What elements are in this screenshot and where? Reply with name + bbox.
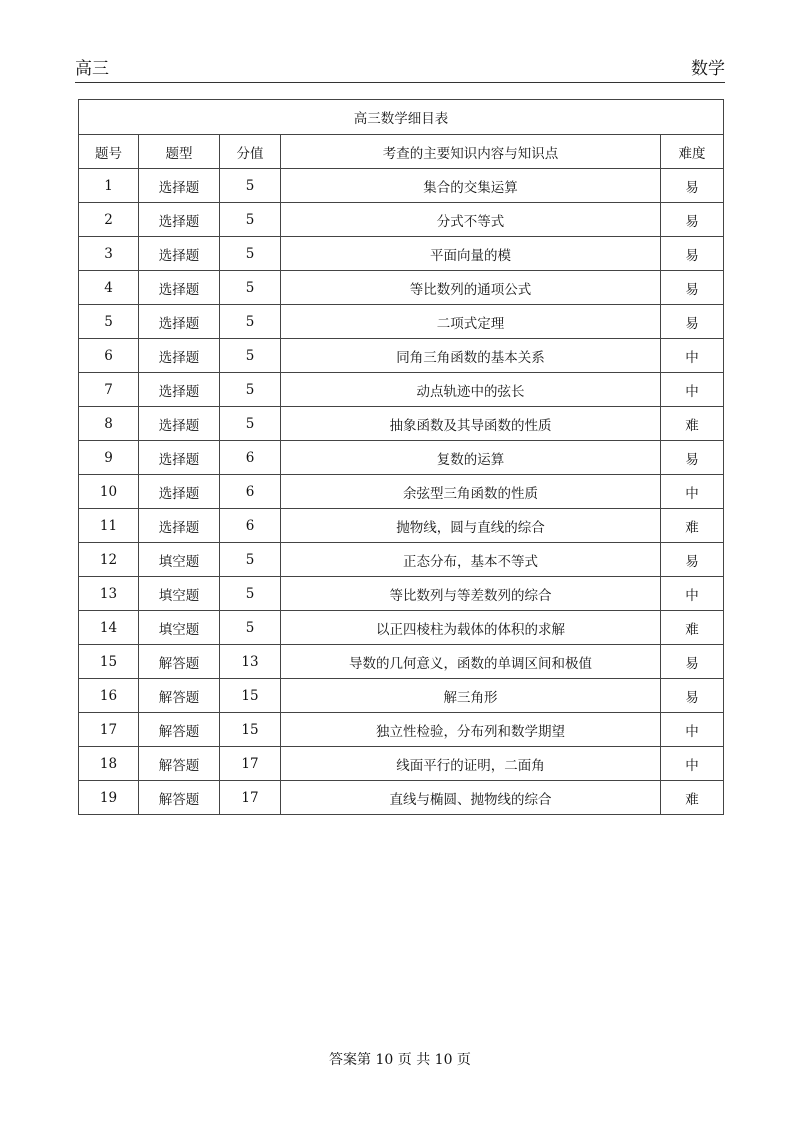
cell-difficulty: 难 <box>661 781 724 815</box>
cell-content: 分式不等式 <box>281 203 661 237</box>
cell-difficulty: 中 <box>661 713 724 747</box>
table-row <box>79 679 724 713</box>
cell-content: 导数的几何意义，函数的单调区间和极值 <box>281 645 661 679</box>
cell-number: 6 <box>79 339 139 373</box>
cell-score: 6 <box>220 475 281 509</box>
cell-score: 5 <box>220 373 281 407</box>
cell-type: 填空题 <box>139 611 220 645</box>
cell-number: 10 <box>79 475 139 509</box>
table-row <box>79 373 724 407</box>
cell-score: 15 <box>220 679 281 713</box>
table-title-row <box>79 100 724 135</box>
page-footer: 答案第 10 页 共 10 页 <box>329 1052 471 1068</box>
cell-score: 5 <box>220 407 281 441</box>
cell-number: 14 <box>79 611 139 645</box>
cell-content: 余弦型三角函数的性质 <box>281 475 661 509</box>
cell-number: 13 <box>79 577 139 611</box>
cell-content: 平面向量的模 <box>281 237 661 271</box>
table-row <box>79 305 724 339</box>
cell-content: 同角三角函数的基本关系 <box>281 339 661 373</box>
cell-score: 5 <box>220 237 281 271</box>
cell-score: 17 <box>220 781 281 815</box>
cell-difficulty: 易 <box>661 237 724 271</box>
cell-difficulty: 易 <box>661 203 724 237</box>
cell-content: 集合的交集运算 <box>281 169 661 203</box>
cell-number: 15 <box>79 645 139 679</box>
cell-number: 3 <box>79 237 139 271</box>
header-subject: 数学 <box>691 59 725 79</box>
cell-score: 5 <box>220 577 281 611</box>
table-row <box>79 577 724 611</box>
cell-content: 独立性检验，分布列和数学期望 <box>281 713 661 747</box>
cell-type: 选择题 <box>139 441 220 475</box>
table-header-row <box>79 135 724 169</box>
table-title: 高三数学细目表 <box>79 100 724 135</box>
cell-score: 6 <box>220 509 281 543</box>
cell-difficulty: 易 <box>661 169 724 203</box>
table-row <box>79 475 724 509</box>
cell-number: 7 <box>79 373 139 407</box>
cell-difficulty: 难 <box>661 407 724 441</box>
cell-score: 13 <box>220 645 281 679</box>
cell-difficulty: 易 <box>661 543 724 577</box>
cell-number: 12 <box>79 543 139 577</box>
cell-difficulty: 中 <box>661 339 724 373</box>
cell-type: 解答题 <box>139 713 220 747</box>
cell-content: 解三角形 <box>281 679 661 713</box>
table-row <box>79 713 724 747</box>
table-row <box>79 543 724 577</box>
cell-type: 选择题 <box>139 339 220 373</box>
page-header <box>75 56 725 83</box>
cell-score: 5 <box>220 305 281 339</box>
table-row <box>79 339 724 373</box>
column-header-difficulty: 难度 <box>661 135 724 169</box>
cell-number: 1 <box>79 169 139 203</box>
cell-type: 解答题 <box>139 781 220 815</box>
cell-type: 选择题 <box>139 271 220 305</box>
cell-type: 选择题 <box>139 203 220 237</box>
cell-score: 15 <box>220 713 281 747</box>
table-row <box>79 747 724 781</box>
table-row <box>79 645 724 679</box>
cell-type: 选择题 <box>139 475 220 509</box>
header-grade: 高三 <box>75 59 109 79</box>
cell-number: 16 <box>79 679 139 713</box>
cell-number: 19 <box>79 781 139 815</box>
table-row <box>79 169 724 203</box>
table-row <box>79 781 724 815</box>
cell-difficulty: 中 <box>661 577 724 611</box>
cell-content: 以正四棱柱为载体的体积的求解 <box>281 611 661 645</box>
cell-difficulty: 易 <box>661 645 724 679</box>
cell-difficulty: 难 <box>661 611 724 645</box>
cell-difficulty: 中 <box>661 373 724 407</box>
detail-table <box>78 99 724 815</box>
cell-content: 动点轨迹中的弦长 <box>281 373 661 407</box>
cell-difficulty: 易 <box>661 679 724 713</box>
column-header-score: 分值 <box>220 135 281 169</box>
cell-number: 2 <box>79 203 139 237</box>
cell-type: 选择题 <box>139 237 220 271</box>
cell-score: 5 <box>220 543 281 577</box>
cell-number: 17 <box>79 713 139 747</box>
cell-score: 5 <box>220 339 281 373</box>
cell-type: 填空题 <box>139 577 220 611</box>
cell-content: 直线与椭圆、抛物线的综合 <box>281 781 661 815</box>
cell-type: 选择题 <box>139 407 220 441</box>
cell-number: 5 <box>79 305 139 339</box>
cell-score: 5 <box>220 611 281 645</box>
table-row <box>79 203 724 237</box>
table-row <box>79 441 724 475</box>
cell-number: 9 <box>79 441 139 475</box>
cell-difficulty: 易 <box>661 441 724 475</box>
cell-score: 6 <box>220 441 281 475</box>
cell-score: 5 <box>220 169 281 203</box>
cell-content: 等比数列的通项公式 <box>281 271 661 305</box>
table-row <box>79 611 724 645</box>
cell-type: 选择题 <box>139 373 220 407</box>
cell-content: 线面平行的证明，二面角 <box>281 747 661 781</box>
cell-content: 二项式定理 <box>281 305 661 339</box>
cell-difficulty: 易 <box>661 271 724 305</box>
column-header-type: 题型 <box>139 135 220 169</box>
cell-type: 解答题 <box>139 645 220 679</box>
cell-type: 填空题 <box>139 543 220 577</box>
cell-content: 抽象函数及其导函数的性质 <box>281 407 661 441</box>
cell-difficulty: 难 <box>661 509 724 543</box>
cell-difficulty: 易 <box>661 305 724 339</box>
cell-number: 8 <box>79 407 139 441</box>
table-row <box>79 237 724 271</box>
table-row <box>79 271 724 305</box>
cell-difficulty: 中 <box>661 475 724 509</box>
cell-type: 选择题 <box>139 305 220 339</box>
cell-number: 18 <box>79 747 139 781</box>
cell-difficulty: 中 <box>661 747 724 781</box>
cell-score: 17 <box>220 747 281 781</box>
cell-type: 选择题 <box>139 509 220 543</box>
cell-score: 5 <box>220 271 281 305</box>
cell-score: 5 <box>220 203 281 237</box>
cell-content: 抛物线，圆与直线的综合 <box>281 509 661 543</box>
cell-type: 选择题 <box>139 169 220 203</box>
cell-type: 解答题 <box>139 679 220 713</box>
table-row <box>79 407 724 441</box>
cell-type: 解答题 <box>139 747 220 781</box>
cell-number: 11 <box>79 509 139 543</box>
column-header-content: 考查的主要知识内容与知识点 <box>281 135 661 169</box>
cell-content: 正态分布，基本不等式 <box>281 543 661 577</box>
table-row <box>79 509 724 543</box>
cell-content: 等比数列与等差数列的综合 <box>281 577 661 611</box>
column-header-number: 题号 <box>79 135 139 169</box>
cell-content: 复数的运算 <box>281 441 661 475</box>
cell-number: 4 <box>79 271 139 305</box>
